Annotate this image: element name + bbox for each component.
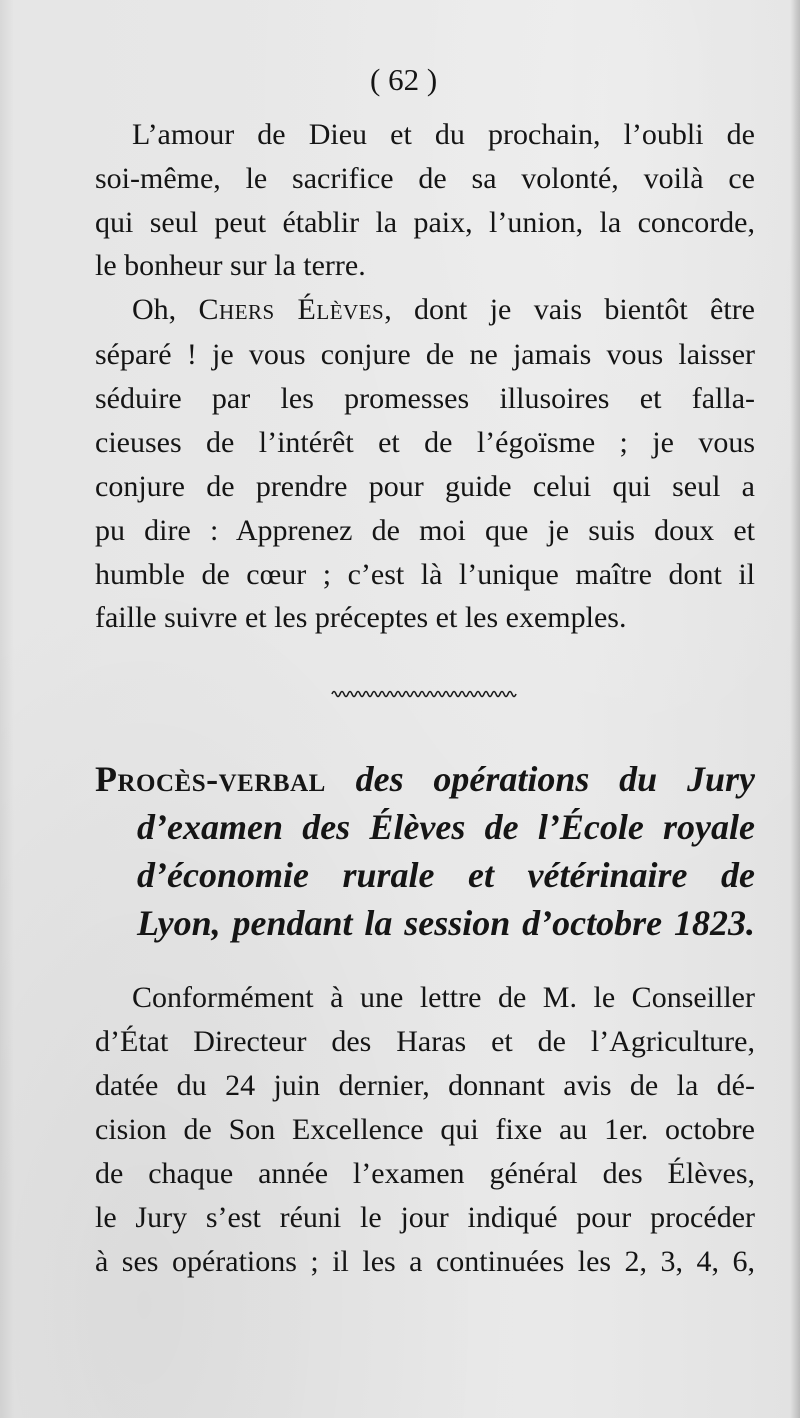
- para2-line-3: séduire par les promesses illusoires et falla-: [95, 382, 755, 415]
- para3-line-2: d’État Directeur des Haras et de l’Agriculture,: [95, 1025, 755, 1058]
- heading-line-3: [137, 853, 755, 897]
- heading-line-1: [95, 757, 755, 801]
- heading-line-4-text: Lyon, pendant la session d’octobre 1823.: [137, 903, 755, 943]
- page-edge-shadow: [790, 0, 800, 1418]
- para3-line-3: datée du 24 juin dernier, donnant avis de la dé-: [95, 1069, 755, 1102]
- heading-line-2: [137, 805, 755, 849]
- para2-line-6: pu dire : Apprenez de moi que je suis doux et: [95, 514, 755, 547]
- para2-first-rest: , dont je vais bientôt être: [384, 293, 755, 326]
- para1-line-4: le bonheur sur la terre.: [95, 249, 366, 282]
- heading-lead: Procès-verbal: [95, 759, 326, 799]
- para2-line-2: séparé ! je vous conjure de ne jamais vous laisser: [95, 338, 755, 371]
- heading-first-rest: des opérations du Jury: [325, 759, 755, 799]
- para2-line-4: cieuses de l’intérêt et de l’égoïsme ; je vous: [95, 426, 755, 459]
- para3-line-1: Conformément à une lettre de M. le Conseiller: [132, 981, 755, 1014]
- para3-line-6: le Jury s’est réuni le jour indiqué pour procéder: [95, 1201, 755, 1234]
- heading-line-2-text: d’examen des Élèves de l’École royale: [137, 807, 755, 847]
- para2-salutation: Chers Élèves: [198, 293, 385, 326]
- para2-line-8: faille suivre et les préceptes et les exemples.: [95, 601, 627, 634]
- para3-line-7: à ses opérations ; il les a continuées les 2, 3, 4, 6,: [95, 1245, 755, 1278]
- para3-line-5: de chaque année l’examen général des Élèves,: [95, 1157, 755, 1190]
- para2-line-1: [132, 292, 755, 328]
- heading-line-4: [137, 901, 755, 945]
- para2-line-5: conjure de prendre pour guide celui qui seul a: [95, 470, 755, 503]
- para3-line-4: cision de Son Excellence qui fixe au 1er. octobre: [95, 1113, 755, 1146]
- heading-line-3-text: d’économie rurale et vétérinaire de: [137, 855, 755, 895]
- page-number: ( 62 ): [370, 62, 438, 97]
- para1-line-1: L’amour de Dieu et du prochain, l’oubli de: [132, 118, 755, 151]
- para2-lead: Oh,: [132, 293, 199, 326]
- wavy-divider: [330, 680, 520, 708]
- para1-line-3: qui seul peut établir la paix, l’union, la concorde,: [95, 206, 755, 239]
- para1-line-2: soi-même, le sacrifice de sa volonté, voilà ce: [95, 162, 755, 195]
- para2-line-7: humble de cœur ; c’est là l’unique maître dont il: [95, 558, 755, 591]
